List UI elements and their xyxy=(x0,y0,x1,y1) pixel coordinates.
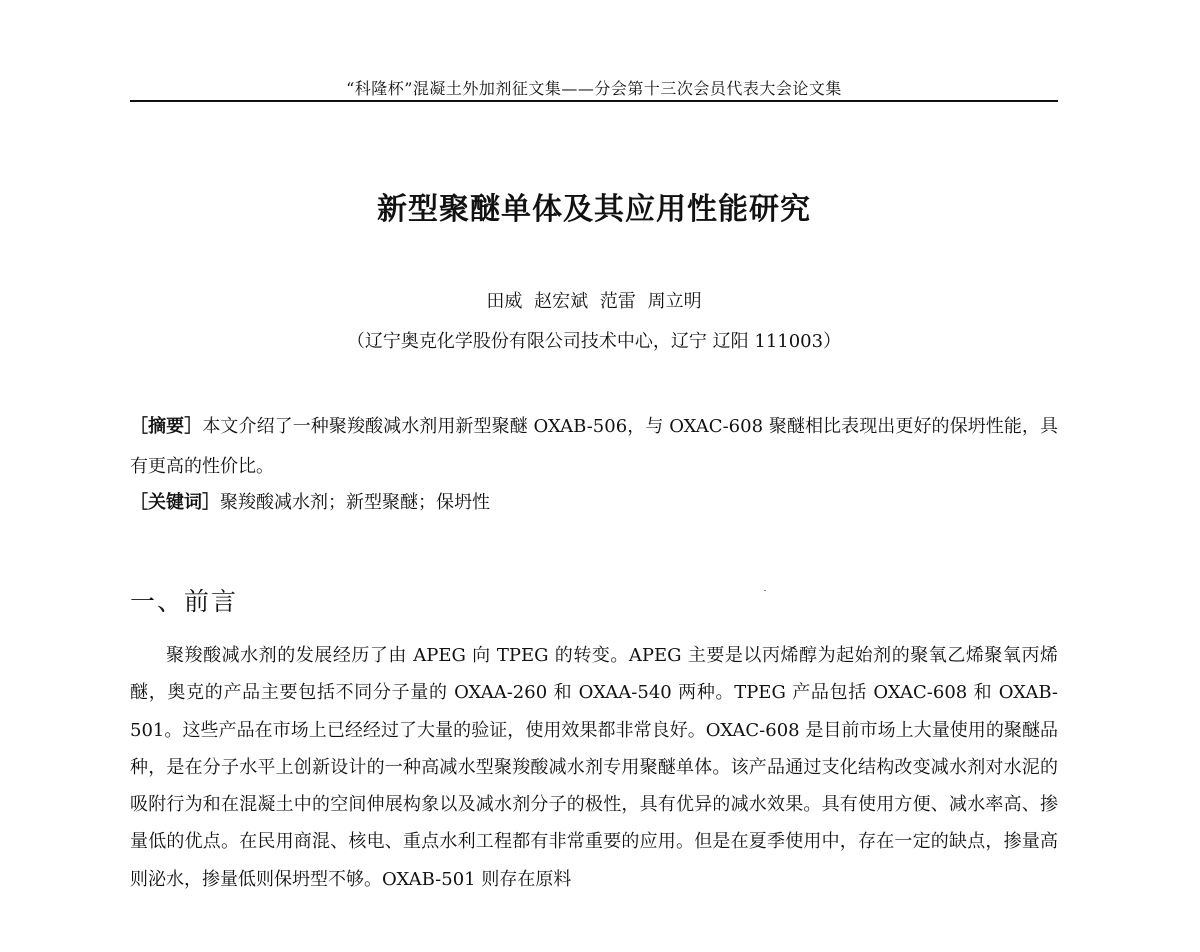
keywords-text: 聚羧酸减水剂；新型聚醚；保坍性 xyxy=(220,492,490,513)
abstract-label: ［摘要］ xyxy=(130,416,203,437)
keywords xyxy=(130,487,1058,519)
paper-affiliation: （辽宁奥克化学股份有限公司技术中心，辽宁 辽阳 111003） xyxy=(346,331,842,352)
keywords-label: ［关键词］ xyxy=(130,492,220,513)
running-header: “科隆杯”混凝土外加剂征文集——分会第十三次会员代表大会论文集 xyxy=(346,79,842,98)
header-rule xyxy=(130,100,1058,102)
abstract xyxy=(130,407,1058,487)
paper-title: 新型聚醚单体及其应用性能研究 xyxy=(377,192,811,227)
abstract-text: 本文介绍了一种聚羧酸减水剂用新型聚醚 OXAB-506，与 OXAC-608 聚醚相比表现出更好的保坍性能，具有更高的性价比。 xyxy=(130,416,1059,477)
introduction-paragraph: 聚羧酸减水剂的发展经历了由 APEG 向 TPEG 的转变。APEG 主要是以丙烯醇为起始剂的聚氧乙烯聚氧丙烯醚，奥克的产品主要包括不同分子量的 OXAA-260 和 OXAA-540 两种。TPEG 产品包括 OXAC-608 和 OXAB-501。这些产品在市场上已经经过了大量的验证，使用效果都非常良好。OXAC-608 是目前市场上大量使用的聚醚品种，是在分子水平上创新设计的一种高减水型聚羧酸减水剂专用聚醚单体。该产品通过支化结构改变减水剂对水泥的吸附行为和在混凝土中的空间伸展构象以及减水剂分子的极性，具有优异的减水效果。具有使用方便、减水率高、掺量低的优点。在民用商混、核电、重点水利工程都有非常重要的应用。但是在夏季使用中，存在一定的缺点，掺量高则泌水，掺量低则保坍型不够。OXAB-501 则存在原料 xyxy=(130,645,1058,890)
scan-speck xyxy=(764,590,766,591)
paper-authors: 田威 赵宏斌 范雷 周立明 xyxy=(486,291,702,312)
section-heading-introduction: 一、前言 xyxy=(130,587,239,616)
